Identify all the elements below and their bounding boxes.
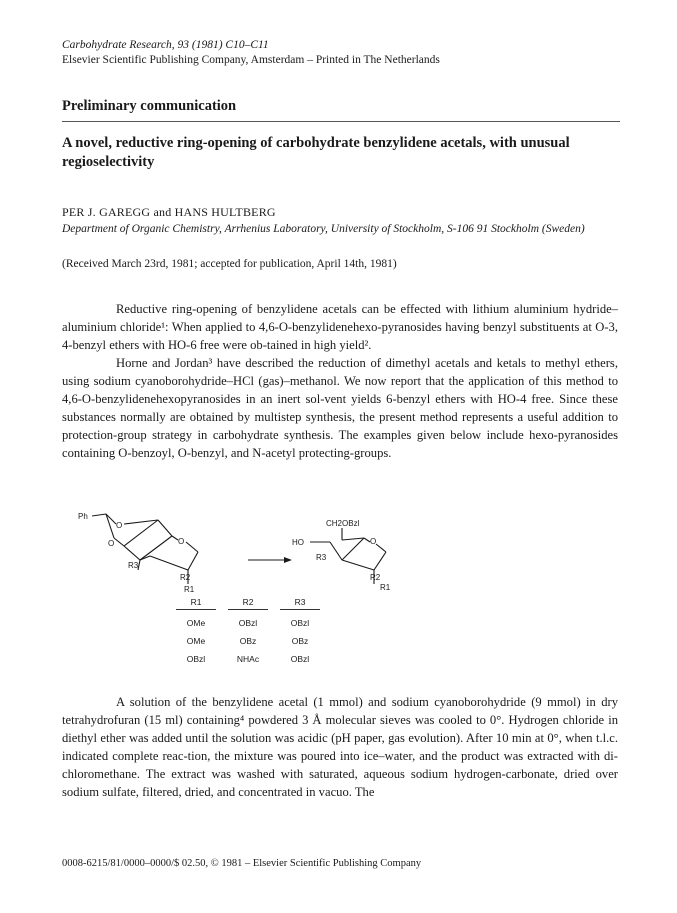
paragraph-3: A solution of the benzylidene acetal (1 mmol) and sodium cyanoborohydride (9 mmol) in dry tetrahydrofuran (15 ml) containing⁴ powdered 3 Å molecular sieves was cooled to 0°. Hydrogen chloride in diethyl ether was added until the solution was acidic (pH paper, gas evolution). After 10 min at 0°, when t.l.c. indicated complete reac-tion, the mixture was poured into ice–water, and the product was extracted with di-chloromethane. The extract was washed with saturated, aqueous sodium hydrogen-carbonate, dried over sodium sulfate, filtered, dried, and concentrated in vacuo. The bbox=[62, 695, 618, 799]
column-r2 bbox=[228, 597, 268, 668]
affiliation: Department of Organic Chemistry, Arrhenius Laboratory, University of Stockholm, S-106 91 Stockholm (Sweden) bbox=[62, 223, 585, 235]
cell: OMe bbox=[186, 636, 206, 646]
received-dates: (Received March 23rd, 1981; accepted for publication, April 14th, 1981) bbox=[62, 258, 397, 270]
scheme-left-r3: R3 bbox=[128, 561, 139, 570]
body-text-top bbox=[62, 300, 618, 462]
scheme-ch2obzl: CH2OBzl bbox=[326, 519, 360, 528]
scheme-ring-o3: O bbox=[178, 537, 185, 546]
scheme-right-r1: R1 bbox=[380, 583, 391, 592]
cell: OBzl bbox=[290, 618, 310, 628]
body-text-bottom bbox=[62, 693, 618, 801]
cell: OBz bbox=[239, 636, 257, 646]
journal-header bbox=[62, 38, 440, 68]
column-r3 bbox=[280, 597, 320, 668]
publisher-line: Elsevier Scientific Publishing Company, Amsterdam – Printed in The Netherlands bbox=[62, 54, 440, 66]
scheme-ho: HO bbox=[292, 538, 304, 547]
scheme-ring-o1: O bbox=[116, 521, 123, 530]
cell: OBzl bbox=[290, 654, 310, 664]
section-heading: Preliminary communication bbox=[62, 98, 237, 114]
cell: NHAc bbox=[236, 654, 260, 664]
cell: OBz bbox=[291, 636, 309, 646]
column-r1 bbox=[176, 597, 216, 668]
header-r3: R3 bbox=[280, 597, 320, 610]
divider bbox=[62, 121, 620, 122]
cell: OMe bbox=[186, 618, 206, 628]
paragraph-1: Reductive ring-opening of benzylidene acetals can be effected with lithium aluminium hydride–aluminium chloride¹: When applied to 4,6-O-benzylidenehexo-pyranosides having benzyl substituents at O-3, 4-benzyl ethers with HO-6 free were ob-tained in high yield². bbox=[62, 302, 618, 352]
scheme-right-r3: R3 bbox=[316, 553, 327, 562]
scheme-left-r2: R2 bbox=[180, 573, 191, 582]
scheme-right-o: O bbox=[370, 537, 377, 546]
header-r1: R1 bbox=[176, 597, 216, 610]
header-r2: R2 bbox=[228, 597, 268, 610]
scheme-ring-o2: O bbox=[108, 539, 115, 548]
copyright-footer: 0008-6215/81/0000–0000/$ 02.50, © 1981 – Elsevier Scientific Publishing Company bbox=[62, 858, 422, 869]
scheme-left-r1: R1 bbox=[184, 585, 195, 594]
scheme-ph-label: Ph bbox=[78, 512, 88, 521]
cell: OBzl bbox=[238, 618, 258, 628]
cell: OBzl bbox=[186, 654, 206, 664]
paragraph-2: Horne and Jordan³ have described the reduction of dimethyl acetals and ketals to methyl ethers, using sodium cyanoborohydride–HCl (gas)–methanol. We now report that the application of this method to 4,6-O-benzylidenehexopyranosides in an inert sol-vent yields 6-benzyl ethers with HO-4 free. Since these substances normally are obtained by multistep synthesis, the present method represents a useful addition to protection-group strategy in carbohydrate synthesis. The examples given below include hexo-pyranosides containing O-benzoyl, O-benzyl, and N-acetyl protecting-groups. bbox=[62, 356, 618, 460]
journal-citation: Carbohydrate Research, 93 (1981) C10–C11 bbox=[62, 39, 269, 51]
scheme-right-r2: R2 bbox=[370, 573, 381, 582]
article-title: A novel, reductive ring-opening of carbohydrate benzylidene acetals, with unusual regioselectivity bbox=[62, 135, 570, 170]
authors: PER J. GAREGG and HANS HULTBERG bbox=[62, 205, 276, 219]
